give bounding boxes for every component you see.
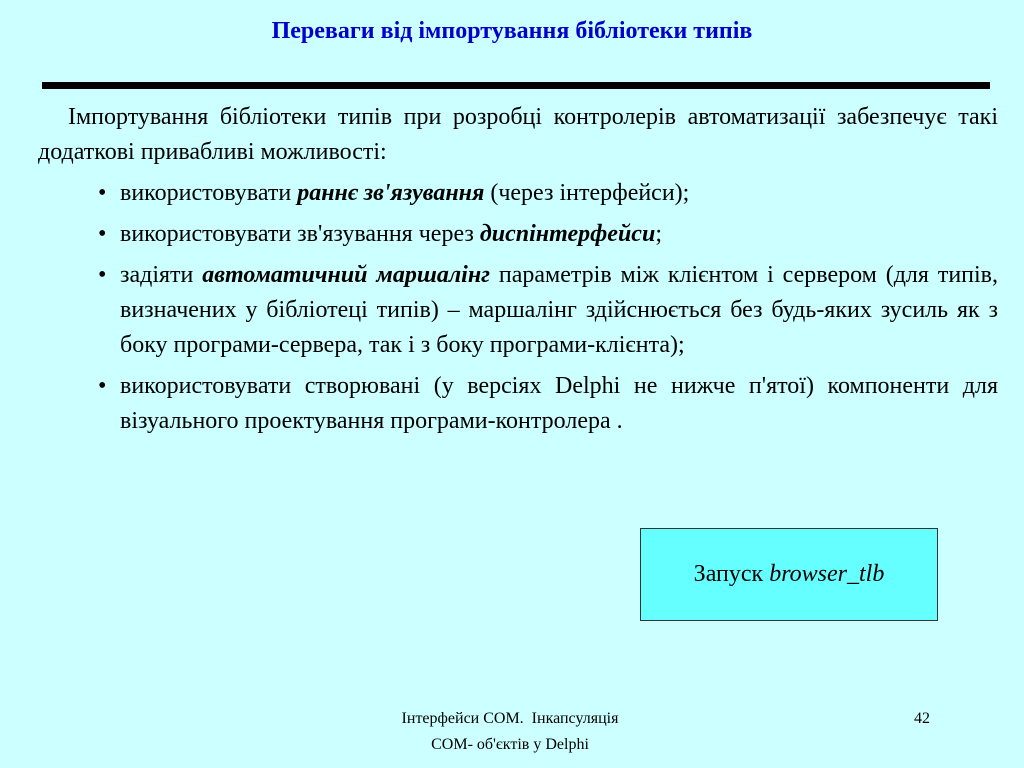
- bullet-emphasis: автоматичний маршалінг: [202, 262, 491, 288]
- launch-button-label: Запуск: [693, 561, 770, 587]
- slide-content: [38, 100, 998, 439]
- bullet-text: використовувати: [120, 180, 298, 206]
- slide-footer: [300, 706, 720, 758]
- bullet-icon: •: [98, 221, 107, 247]
- slide-title: Переваги від імпортування бібліотеки типів: [271, 18, 753, 44]
- bullet-icon: •: [98, 373, 107, 399]
- bullet-item: [38, 258, 998, 363]
- bullet-text: використовувати створювані (у версіях Delphi не нижче п'ятої) компоненти для візуального проектування програми-контролера .: [120, 373, 998, 434]
- footer-line: COM- об'єктів у Delphi: [431, 736, 589, 753]
- bullet-text: параметрів між клієнтом і сервером (для типів, визначених у бібліотеці типів) – маршалінг здійснюється без будь-яких зусиль як з боку програми-сервера, так і з боку програми-клієнта);: [120, 262, 999, 358]
- bullet-text: (через інтерфейси);: [484, 180, 690, 206]
- bullet-emphasis: раннє зв'язування: [297, 180, 485, 206]
- launch-browser-tlb-button[interactable]: [640, 528, 938, 621]
- intro-paragraph: Імпортування бібліотеки типів при розробці контролерів автоматизації забезпечує такі додаткові привабливі можливості:: [38, 104, 998, 165]
- bullet-text: використовувати зв'язування через: [120, 221, 480, 247]
- bullet-list: [38, 176, 998, 439]
- launch-button-target: browser_tlb: [769, 561, 885, 587]
- bullet-icon: •: [98, 262, 107, 288]
- bullet-text: ;: [655, 221, 662, 247]
- bullet-emphasis: диспінтерфейси: [479, 221, 656, 247]
- bullet-icon: •: [98, 180, 107, 206]
- title-divider: [42, 82, 990, 89]
- bullet-item: [38, 176, 998, 211]
- bullet-text: задіяти: [120, 262, 203, 288]
- footer-line: Інтерфейси COM. Інкапсуляція: [401, 710, 619, 727]
- bullet-item: [38, 369, 998, 439]
- bullet-item: [38, 217, 998, 252]
- page-number: 42: [914, 710, 930, 727]
